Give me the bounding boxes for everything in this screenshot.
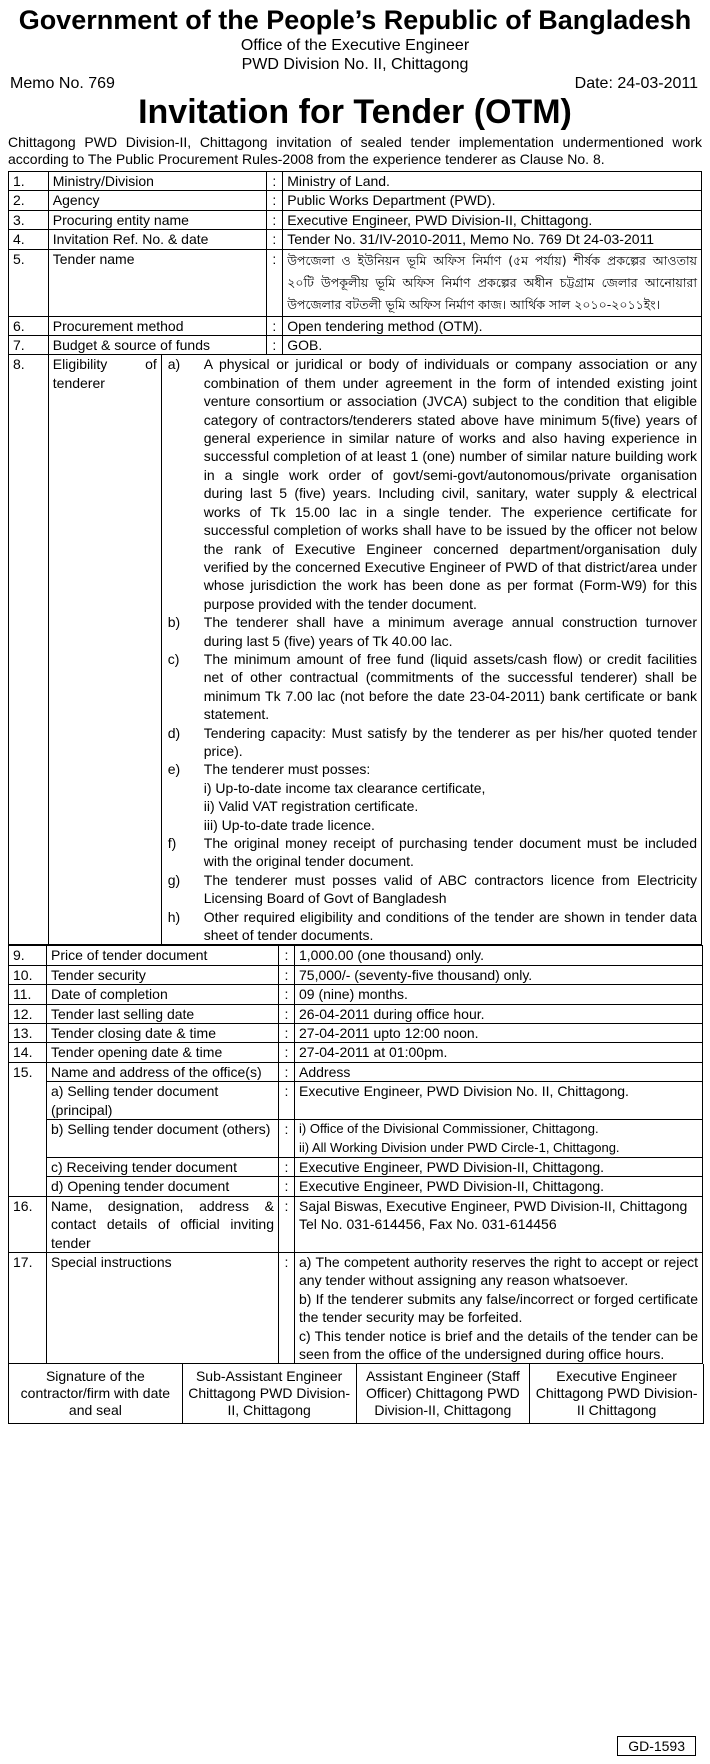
row-value: Open tendering method (OTM). <box>283 316 702 335</box>
eligibility-row <box>9 355 702 945</box>
table-row <box>9 249 702 316</box>
table-row <box>9 230 702 249</box>
row-number: 8. <box>9 355 49 945</box>
row-separator: : <box>266 191 283 210</box>
table-row: 11. Date of completion : 09 (nine) months. <box>9 985 703 1004</box>
table-row <box>9 172 702 191</box>
row-number: 6. <box>9 316 49 335</box>
row-separator: : <box>266 336 283 355</box>
row-label: Agency <box>48 191 266 210</box>
signature-contractor: Signature of the contractor/firm with date and seal <box>9 1364 183 1423</box>
gd-code: GD-1593 <box>617 1736 696 1756</box>
row-number: 5. <box>9 249 49 316</box>
row-number: 7. <box>9 336 49 355</box>
notice-title: Invitation for Tender (OTM) <box>138 93 572 131</box>
memo-date: Date: 24-03-2011 <box>574 75 698 92</box>
tender-notice <box>8 0 702 1754</box>
row-label: Procuring entity name <box>48 210 266 229</box>
row-value: Executive Engineer, PWD Division-II, Chittagong. <box>283 210 702 229</box>
list-item: c) The minimum amount of free fund (liquid assets/cash flow) or credit facilities net of other contractual (commitments of the successful tenderer) shall be minimum Tk 7.00 lac (not before the date 23-04-2011) bank certificate or bank statement. <box>167 650 697 723</box>
signature-block <box>8 1364 704 1424</box>
memo-row <box>8 74 702 94</box>
row-number: 4. <box>9 230 49 249</box>
row-label: Procurement method <box>48 316 266 335</box>
tender-name-bangla: উপজেলা ও ইউনিয়ন ভূমি অফিস নির্মাণ (৫ম পর্যায়) শীর্ষক প্রকল্পের আওতায় ২০টি উপকূলীয় ভূমি অফিস নির্মাণ প্রকল্পের অধীন চট্টগ্রাম জেলার আনোয়ারা উপজেলার বটতলী ভূমি অফিস নির্মাণ কাজ। আর্থিক সাল ২০১০-২০১১ইং। <box>283 249 702 316</box>
list-item: h) Other required eligibility and conditions of the tender are shown in tender data sheet of tender documents. <box>167 908 697 944</box>
row-number: 1. <box>9 172 49 191</box>
eligibility-label: Eligibility of tenderer <box>49 355 162 944</box>
row-value: Public Works Department (PWD). <box>283 191 702 210</box>
row-separator: : <box>266 316 283 335</box>
row-value: Tender No. 31/IV-2010-2011, Memo No. 769 Dt 24-03-2011 <box>283 230 702 249</box>
list-item: d) Tendering capacity: Must satisfy by the tenderer as per his/her quoted tender price). <box>167 724 697 759</box>
list-item: e) The tenderer must posses: i) Up-to-date income tax clearance certificate, ii) Valid VAT registration certificate. iii) Up-to-date trade licence. <box>167 761 486 833</box>
table-row: 13. Tender closing date & time : 27-04-2011 upto 12:00 noon. <box>9 1024 703 1043</box>
division-line: PWD Division No. II, Chittagong <box>241 56 469 73</box>
offices-subrow: c) Receiving tender document : Executive Engineer, PWD Division-II, Chittagong. <box>9 1157 703 1176</box>
signature-assistant-engineer: Assistant Engineer (Staff Officer) Chittagong PWD Division-II, Chittagong <box>357 1364 531 1423</box>
list-item: a) A physical or juridical or body of individuals or company association or any combination of them under agreement in the form of intended existing joint venture consortium or association (JVCA) subject to the condition that eligible category of contractors/tenderers stated above have minimum 5(five) years of general experience in similar nature of works and also having experience in successful completion of at least 1 (one) number of similar nature building work in a single work order of govt/semi-govt/autonomous/private organisation during last 5 (five) years. Including civil, sanitary, water supply & electrical works of Tk 15.00 lac in a single tender. The experience certificate for successful completion of works shall have to be issued by the officer not below the rank of Executive Engineer concerned department/organisation duly verified by the concerned Executive Engineer of PWD of that district/area under whose jurisdiction the work has been done as per format (Form-W9) for this purpose provided with the tender document. <box>167 356 697 612</box>
row-number: 2. <box>9 191 49 210</box>
row-label: Invitation Ref. No. & date <box>48 230 266 249</box>
tender-table-lower <box>8 945 703 1364</box>
eligibility-cell <box>48 355 701 945</box>
memo-number: Memo No. 769 <box>10 75 115 92</box>
tender-table <box>8 171 702 945</box>
table-row <box>9 336 702 355</box>
offices-subrow: b) Selling tender document (others) : i) Office of the Divisional Commissioner, Chittagong. ii) All Working Division under PWD Circle-1, Chittagong. <box>9 1120 703 1158</box>
row-separator: : <box>266 230 283 249</box>
row-label: Tender name <box>48 249 266 316</box>
offices-row: 15. Name and address of the office(s) : Address <box>9 1062 703 1081</box>
list-item: b) The tenderer shall have a minimum average annual construction turnover during last 5 (five) years of Tk 40.00 lac. <box>167 614 697 649</box>
offices-subrow: d) Opening tender document : Executive Engineer, PWD Division-II, Chittagong. <box>9 1177 703 1196</box>
signature-sub-assistant-engineer: Sub-Assistant Engineer Chittagong PWD Division-II, Chittagong <box>183 1364 357 1423</box>
row-value: Ministry of Land. <box>283 172 702 191</box>
government-heading: Government of the People’s Republic of Bangladesh <box>18 5 692 35</box>
table-row <box>9 191 702 210</box>
intro-paragraph: Chittagong PWD Division-II, Chittagong invitation of sealed tender implementation undermentioned work according to The Public Procurement Rules-2008 from the experience tenderer as Clause No. 8. <box>8 134 702 167</box>
row-separator: : <box>266 210 283 229</box>
row-label: Ministry/Division <box>48 172 266 191</box>
table-row: 9. Price of tender document : 1,000.00 (one thousand) only. <box>9 946 703 965</box>
signature-executive-engineer: Executive Engineer Chittagong PWD Division-II Chittagong <box>535 1368 698 1419</box>
table-row <box>9 210 702 229</box>
list-item: f) The original money receipt of purchasing tender document must be included with the original tender document. <box>167 835 697 870</box>
table-row: 12. Tender last selling date : 26-04-2011 during office hour. <box>9 1004 703 1023</box>
row-separator: : <box>266 172 283 191</box>
list-item: g) The tenderer must posses valid of ABC contractors licence from Electricity Licensing Board of Govt of Bangladesh <box>167 871 697 907</box>
row-separator: : <box>266 249 283 316</box>
row-label: Budget & source of funds <box>48 336 266 355</box>
table-row: 10. Tender security : 75,000/- (seventy-five thousand) only. <box>9 965 703 984</box>
office-line: Office of the Executive Engineer <box>240 37 470 54</box>
row-value: GOB. <box>283 336 702 355</box>
inviting-official-row: 16. Name, designation, address & contact details of official inviting tender : Sajal Biswas, Executive Engineer, PWD Division-II, Chittagong Tel No. 031-614456, Fax No. 031-614456 <box>9 1196 703 1252</box>
special-instructions-row: 17. Special instructions : a) The competent authority reserves the right to accept or reject any tender without assigning any reason whatsoever. b) If the tenderer submits any false/incorrect or forged certificate the tender security may be forfeited. c) This tender notice is brief and the details of the tender can be seen from the office of the undersigned during office hours. <box>9 1252 703 1363</box>
eligibility-items <box>162 355 701 944</box>
offices-subrow: a) Selling tender document (principal) : Executive Engineer, PWD Division No. II, Chittagong. <box>9 1082 703 1120</box>
table-row: 14. Tender opening date & time : 27-04-2011 at 01:00pm. <box>9 1043 703 1062</box>
row-number: 3. <box>9 210 49 229</box>
table-row <box>9 316 702 335</box>
